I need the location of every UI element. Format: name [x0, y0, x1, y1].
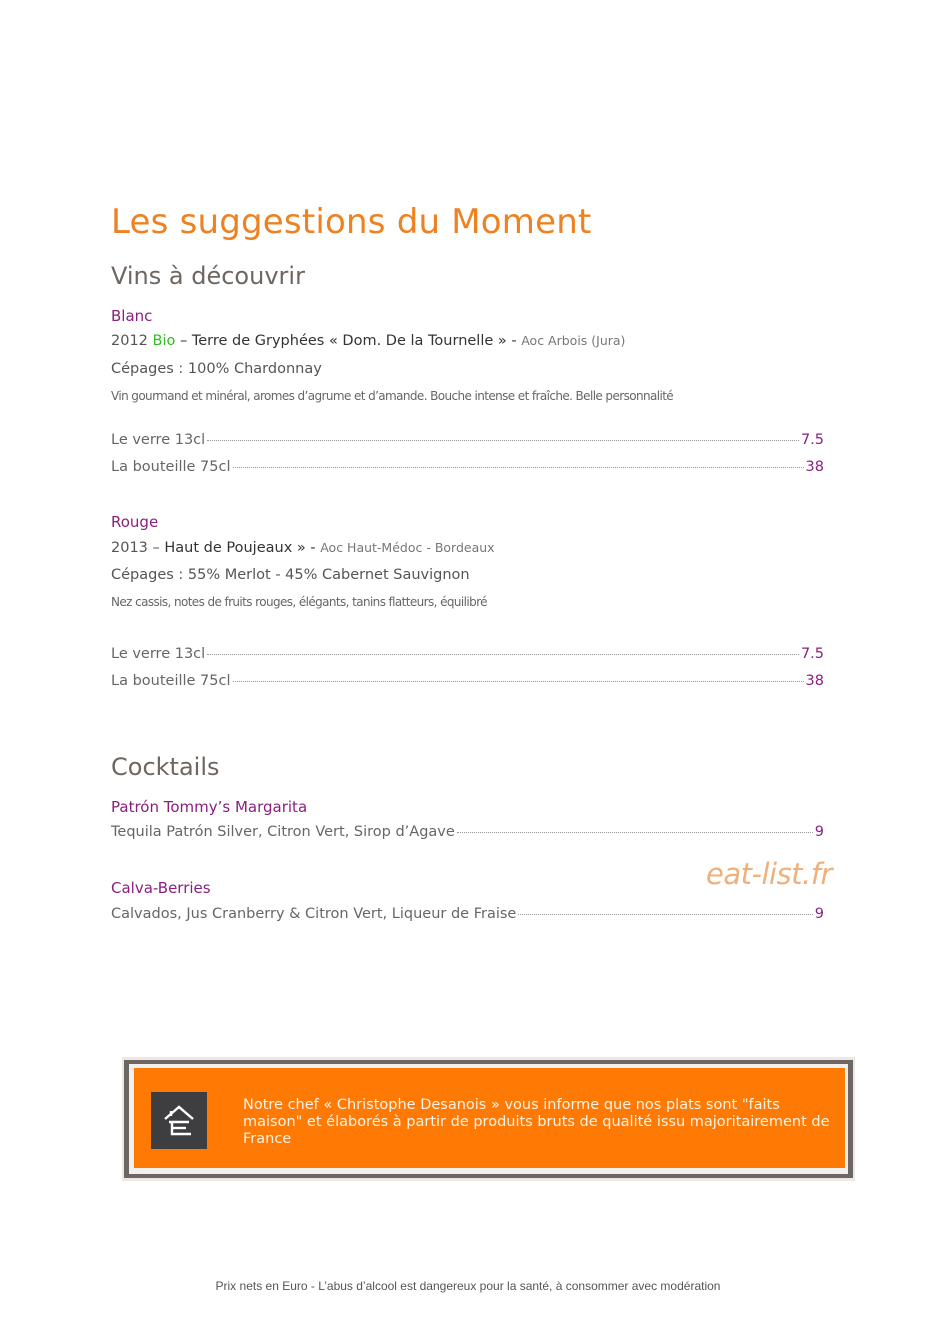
notice-text: Notre chef « Christophe Desanois » vous informe que nos plats sont "faits maison" et élaborés à partir de produits bruts de qualité issu majoritairement de France	[243, 1097, 830, 1147]
cocktail-ingredients: Tequila Patrón Silver, Citron Vert, Sirop d’Agave	[111, 824, 455, 840]
cocktail-row	[111, 906, 824, 922]
price-label: La bouteille 75cl	[111, 673, 231, 689]
category-rouge: Rouge	[111, 513, 159, 531]
wine-blanc-description: Vin gourmand et minéral, aromes d’agrume et d’amande. Bouche intense et fraîche. Belle personnalité	[111, 389, 674, 403]
category-blanc: Blanc	[111, 307, 153, 325]
cocktail-ingredients: Calvados, Jus Cranberry & Citron Vert, Liqueur de Fraise	[111, 906, 517, 922]
wine-name: Haut de Poujeaux » -	[164, 540, 316, 556]
price-value: 38	[805, 673, 824, 689]
price-value: 7.5	[800, 432, 824, 448]
price-label: La bouteille 75cl	[111, 459, 231, 475]
dot-leader	[233, 681, 804, 682]
price-row	[111, 646, 824, 662]
cocktail-row	[111, 824, 824, 840]
wine-year: 2012	[111, 333, 148, 349]
page-title: Les suggestions du Moment	[111, 202, 592, 242]
wine-rouge-title	[111, 540, 495, 556]
dot-leader	[233, 467, 804, 468]
dot-leader	[457, 832, 813, 833]
price-row	[111, 673, 824, 689]
wines-heading: Vins à découvrir	[111, 262, 305, 290]
wine-rouge-cepages: Cépages : 55% Merlot - 45% Cabernet Sauvignon	[111, 567, 470, 583]
price-label: Le verre 13cl	[111, 646, 206, 662]
cocktails-heading: Cocktails	[111, 753, 220, 781]
wine-blanc-title	[111, 333, 625, 349]
wine-origin: Aoc Arbois (Jura)	[521, 333, 626, 348]
cocktail-name: Calva-Berries	[111, 879, 211, 897]
dot-leader	[207, 654, 799, 655]
price-value: 7.5	[800, 646, 824, 662]
wine-origin: Aoc Haut-Médoc - Bordeaux	[320, 540, 495, 555]
wine-rouge-description: Nez cassis, notes de fruits rouges, élégants, tanins flatteurs, équilibré	[111, 595, 487, 609]
fait-maison-icon	[151, 1092, 207, 1149]
bio-badge: Bio	[152, 333, 176, 349]
wine-name: – Terre de Gryphées « Dom. De la Tournelle » -	[179, 333, 517, 349]
footer-disclaimer: Prix nets en Euro - L’abus d’alcool est dangereux pour la santé, à consommer avec modération	[215, 1279, 721, 1293]
price-row	[111, 459, 824, 475]
price-label: Le verre 13cl	[111, 432, 206, 448]
price-value: 9	[814, 906, 824, 922]
dot-leader	[518, 914, 812, 915]
price-row	[111, 432, 824, 448]
cocktail-name: Patrón Tommy’s Margarita	[111, 798, 308, 816]
dot-leader	[207, 440, 799, 441]
wine-year: 2013 –	[111, 540, 160, 556]
price-value: 9	[814, 824, 824, 840]
watermark: eat-list.fr	[706, 857, 832, 891]
wine-blanc-cepages: Cépages : 100% Chardonnay	[111, 361, 322, 377]
price-value: 38	[805, 459, 824, 475]
